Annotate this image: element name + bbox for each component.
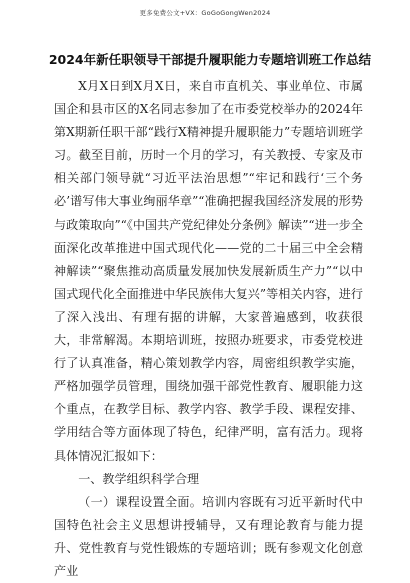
- subsection-paragraph: （一）课程设置全面。培训内容既有习近平新时代中国特色社会主义思想讲授辅导，又有理论教育与能力提升、党性教育与党性锻炼的专题培训；既有参观文化创意产业: [54, 494, 363, 578]
- header-note: 更多免费公文+VX：GoGoGongWen2024: [139, 9, 271, 17]
- document-body: [54, 75, 363, 583]
- section-heading: 一、教学组织科学合理: [78, 471, 200, 486]
- intro-paragraph: X月X日到X月X日，来自市直机关、事业单位、市属国企和县市区的X名同志参加了在市委党校举办的2024年第X期新任职干部“践行X精神提升履职能力”专题培训班学习。截至目前，历时一个月的学习，有关教授、专家及市相关部门领导就“习近平法治思想”“牢记和践行‘三个务必’谱写伟大事业绚丽华章”“准确把握我国经济发展的形势与政策取向”“《中国共产党纪律处分条例》解读”“进一步全面深化改革推进中国式现代化——党的二十届三中全会精神解读”“聚焦推动高质量发展加快发展新质生产力”“以中国式现代化全面推进中华民族伟大复兴”等相关内容，进行了深入浅出、有理有据的讲解，大家普遍感到，收获很大，非常解渴。本期培训班，按照办班要求，市委党校进行了认真准备，精心策划教学内容，周密组织教学实施，严格加强学员管理，围绕加强干部党性教育、履职能力这个重点，在教学目标、教学内容、教学手段、课程安排、学用结合等方面体现了特色，纪律严明，富有活力。现将具体情况汇报如下：: [54, 79, 363, 463]
- document-title: 2024年新任职领导干部提升履职能力专题培训班工作总结: [48, 52, 372, 67]
